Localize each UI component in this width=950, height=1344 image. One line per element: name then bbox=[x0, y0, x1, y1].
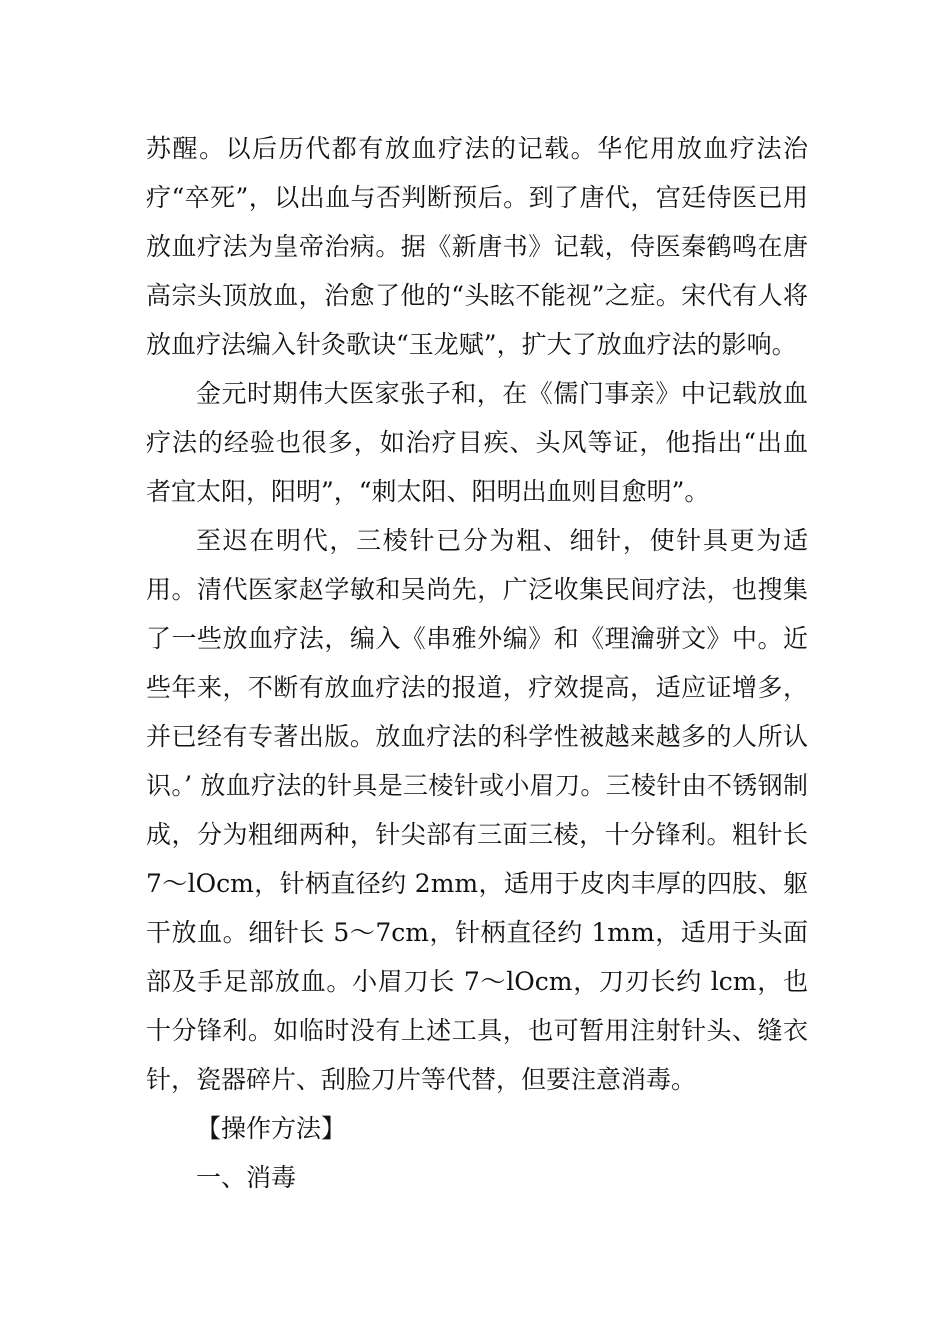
document-body bbox=[146, 124, 808, 1202]
paragraph-ming-qing-and-tools: 至迟在明代，三棱针已分为粗、细针，使针具更为适用。清代医家赵学敏和吴尚先，广泛收集民间疗法，也搜集了一些放血疗法，编入《串雅外编》和《理瀹骈文》中。近些年来，不断有放血疗法的报道，疗效提高，适应证增多，并已经有专著出版。放血疗法的科学性被越来越多的人所认识。’ 放血疗法的针具是三棱针或小眉刀。三棱针由不锈钢制成，分为粗细两种，针尖部有三面三棱，十分锋利。粗针长 7～lOcm，针柄直径约 2mm，适用于皮肉丰厚的四肢、躯干放血。细针长 5～7cm，针柄直径约 1mm，适用于头面部及手足部放血。小眉刀长 7～lOcm，刀刃长约 lcm，也十分锋利。如临时没有上述工具，也可暂用注射针头、缝衣针，瓷器碎片、刮脸刀片等代替，但要注意消毒。 bbox=[146, 526, 808, 1094]
subsection-heading-disinfection: 一、消毒 bbox=[196, 1163, 297, 1192]
paragraph-history-continued: 苏醒。以后历代都有放血疗法的记载。华佗用放血疗法治疗“卒死”，以出血与否判断预后。到了唐代，宫廷侍医已用放血疗法为皇帝治病。据《新唐书》记载，侍医秦鹤鸣在唐高宗头顶放血，治愈了他的“头眩不能视”之症。宋代有人将放血疗法编入针灸歌诀“玉龙赋”，扩大了放血疗法的影响。 bbox=[146, 134, 808, 359]
paragraph-jin-yuan-period: 金元时期伟大医家张子和，在《儒门事亲》中记载放血疗法的经验也很多，如治疗目疾、头风等证，他指出“出血者宜太阳，阳明”，“刺太阳、阳明出血则目愈明”。 bbox=[146, 379, 808, 506]
section-heading-operation-method: 【操作方法】 bbox=[196, 1114, 347, 1143]
